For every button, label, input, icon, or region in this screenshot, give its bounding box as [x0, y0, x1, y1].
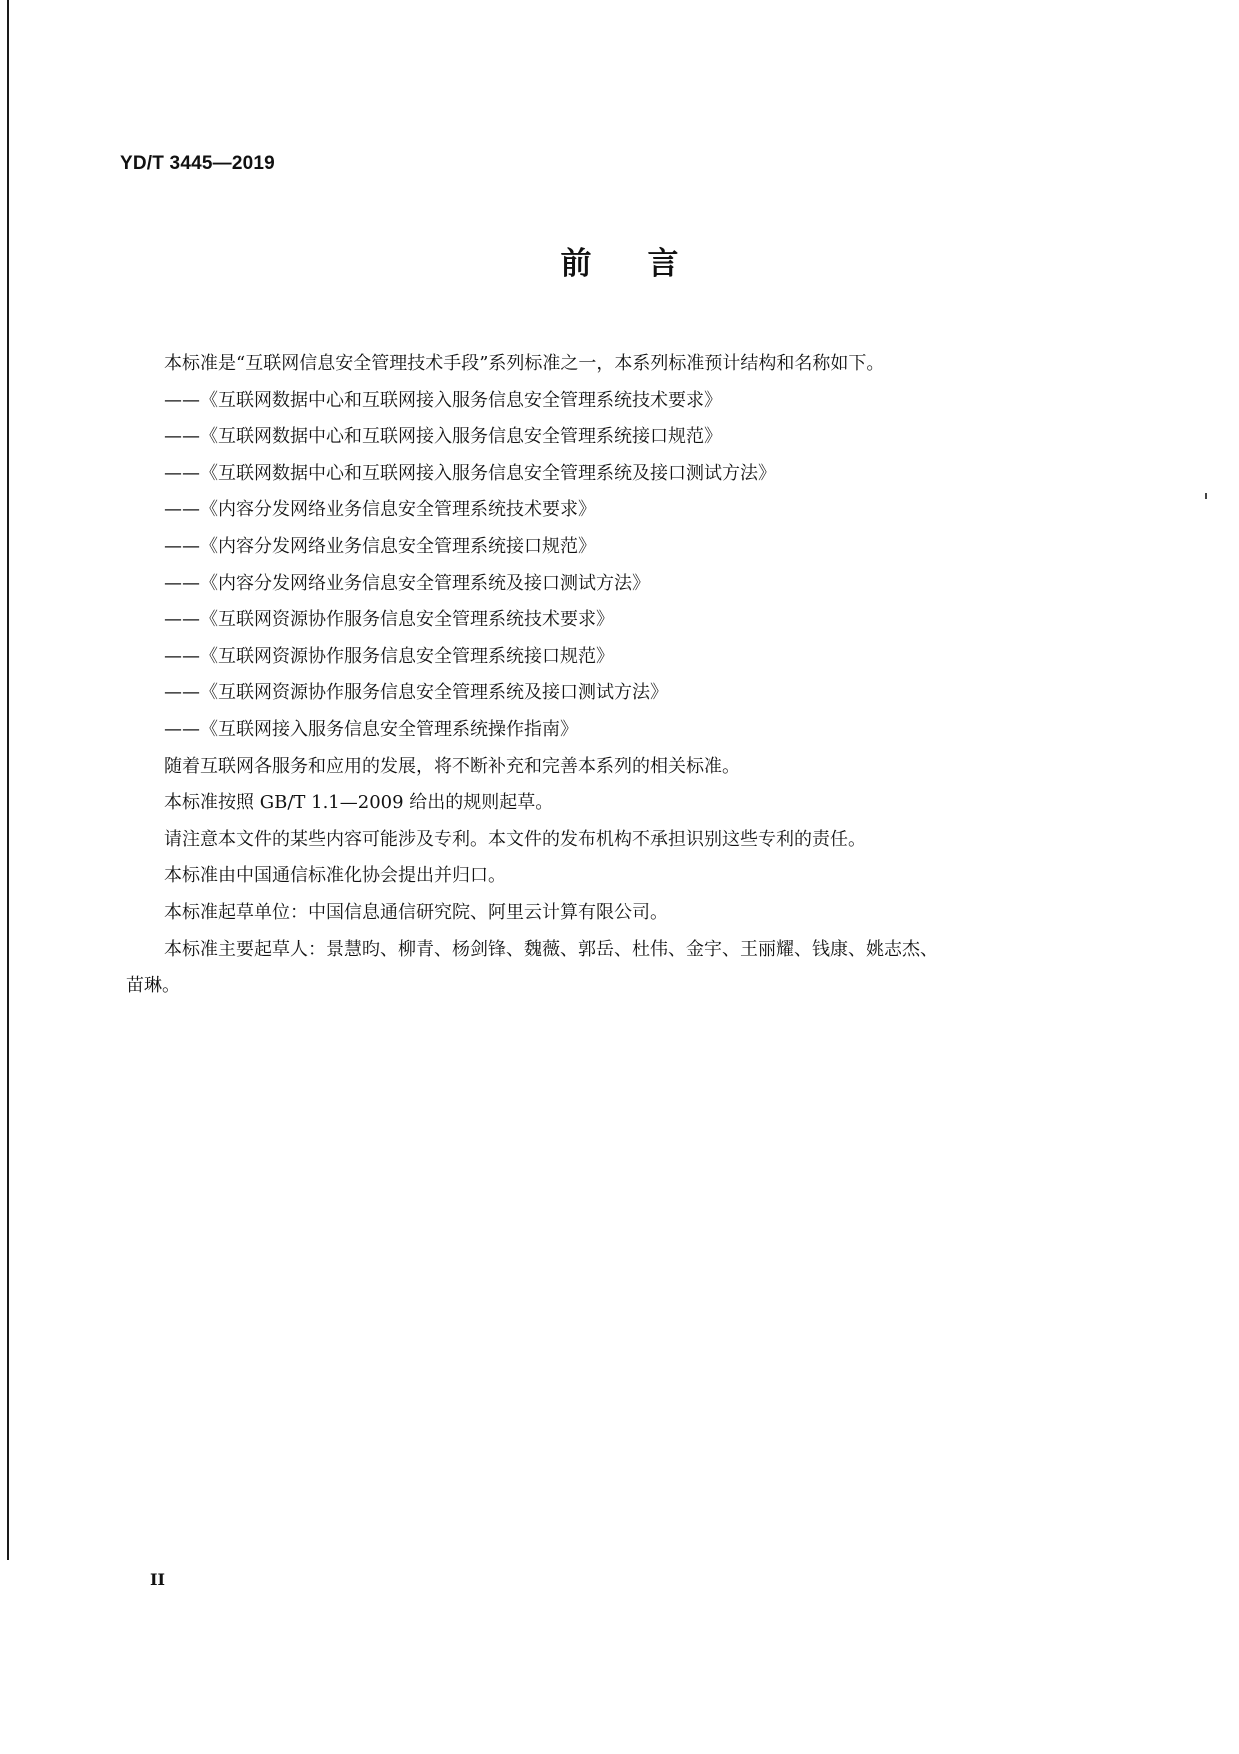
series-item: [164, 566, 1104, 603]
paragraph-patent-notice: 请注意本文件的某些内容可能涉及专利。本文件的发布机构不承担识别这些专利的责任。: [164, 828, 866, 850]
series-item: [164, 712, 1104, 749]
series-dash: ——: [164, 535, 200, 557]
series-title: 《内容分发网络业务信息安全管理系统技术要求》: [200, 499, 596, 521]
series-dash: ——: [164, 645, 200, 667]
series-title: 《内容分发网络业务信息安全管理系统及接口测试方法》: [200, 572, 650, 594]
series-dash: ——: [164, 462, 200, 484]
series-title: 《互联网数据中心和互联网接入服务信息安全管理系统技术要求》: [200, 389, 722, 411]
series-item: [164, 419, 1104, 456]
series-dash: ——: [164, 572, 200, 594]
series-item: [164, 639, 1104, 676]
paragraph-development: 随着互联网各服务和应用的发展，将不断补充和完善本系列的相关标准。: [164, 755, 740, 777]
series-title: 《互联网数据中心和互联网接入服务信息安全管理系统接口规范》: [200, 426, 722, 448]
page-title: 前言: [560, 246, 735, 282]
series-title: 《互联网资源协作服务信息安全管理系统技术要求》: [200, 609, 614, 631]
series-item: [164, 529, 1104, 566]
series-title: 《互联网资源协作服务信息安全管理系统及接口测试方法》: [200, 682, 668, 704]
series-dash: ——: [164, 426, 200, 448]
series-dash: ——: [164, 499, 200, 521]
paragraph-drafters: 本标准主要起草人：景慧昀、柳青、杨剑锋、魏薇、郭岳、杜伟、金宇、王丽耀、钱康、姚志杰、: [164, 938, 938, 960]
paragraph-drafting-rules: 本标准按照 GB/T 1.1—2009 给出的规则起草。: [164, 792, 554, 814]
foreword-body: [126, 346, 1104, 1005]
series-item: [164, 602, 1104, 639]
series-item: [164, 492, 1104, 529]
scan-speck: [1205, 493, 1207, 499]
intro-paragraph: 本标准是“互联网信息安全管理技术手段”系列标准之一，本系列标准预计结构和名称如下。: [164, 353, 885, 374]
paragraph-proposer: 本标准由中国通信标准化协会提出并归口。: [164, 865, 506, 887]
page-edge-rule: [7, 0, 9, 1560]
series-title: 《互联网资源协作服务信息安全管理系统接口规范》: [200, 645, 614, 667]
series-title: 《内容分发网络业务信息安全管理系统接口规范》: [200, 535, 596, 557]
paragraph-drafting-units: 本标准起草单位：中国信息通信研究院、阿里云计算有限公司。: [164, 901, 668, 923]
series-item: [164, 456, 1104, 493]
series-title: 《互联网接入服务信息安全管理系统操作指南》: [200, 718, 578, 740]
series-dash: ——: [164, 609, 200, 631]
series-item: [164, 383, 1104, 420]
paragraph-drafters-continued: 苗琳。: [126, 975, 180, 997]
series-dash: ——: [164, 389, 200, 411]
series-dash: ——: [164, 718, 200, 740]
document-code: YD/T 3445—2019: [120, 153, 275, 174]
series-title: 《互联网数据中心和互联网接入服务信息安全管理系统及接口测试方法》: [200, 462, 776, 484]
series-dash: ——: [164, 682, 200, 704]
series-item: [164, 675, 1104, 712]
page-number: II: [150, 1570, 165, 1589]
